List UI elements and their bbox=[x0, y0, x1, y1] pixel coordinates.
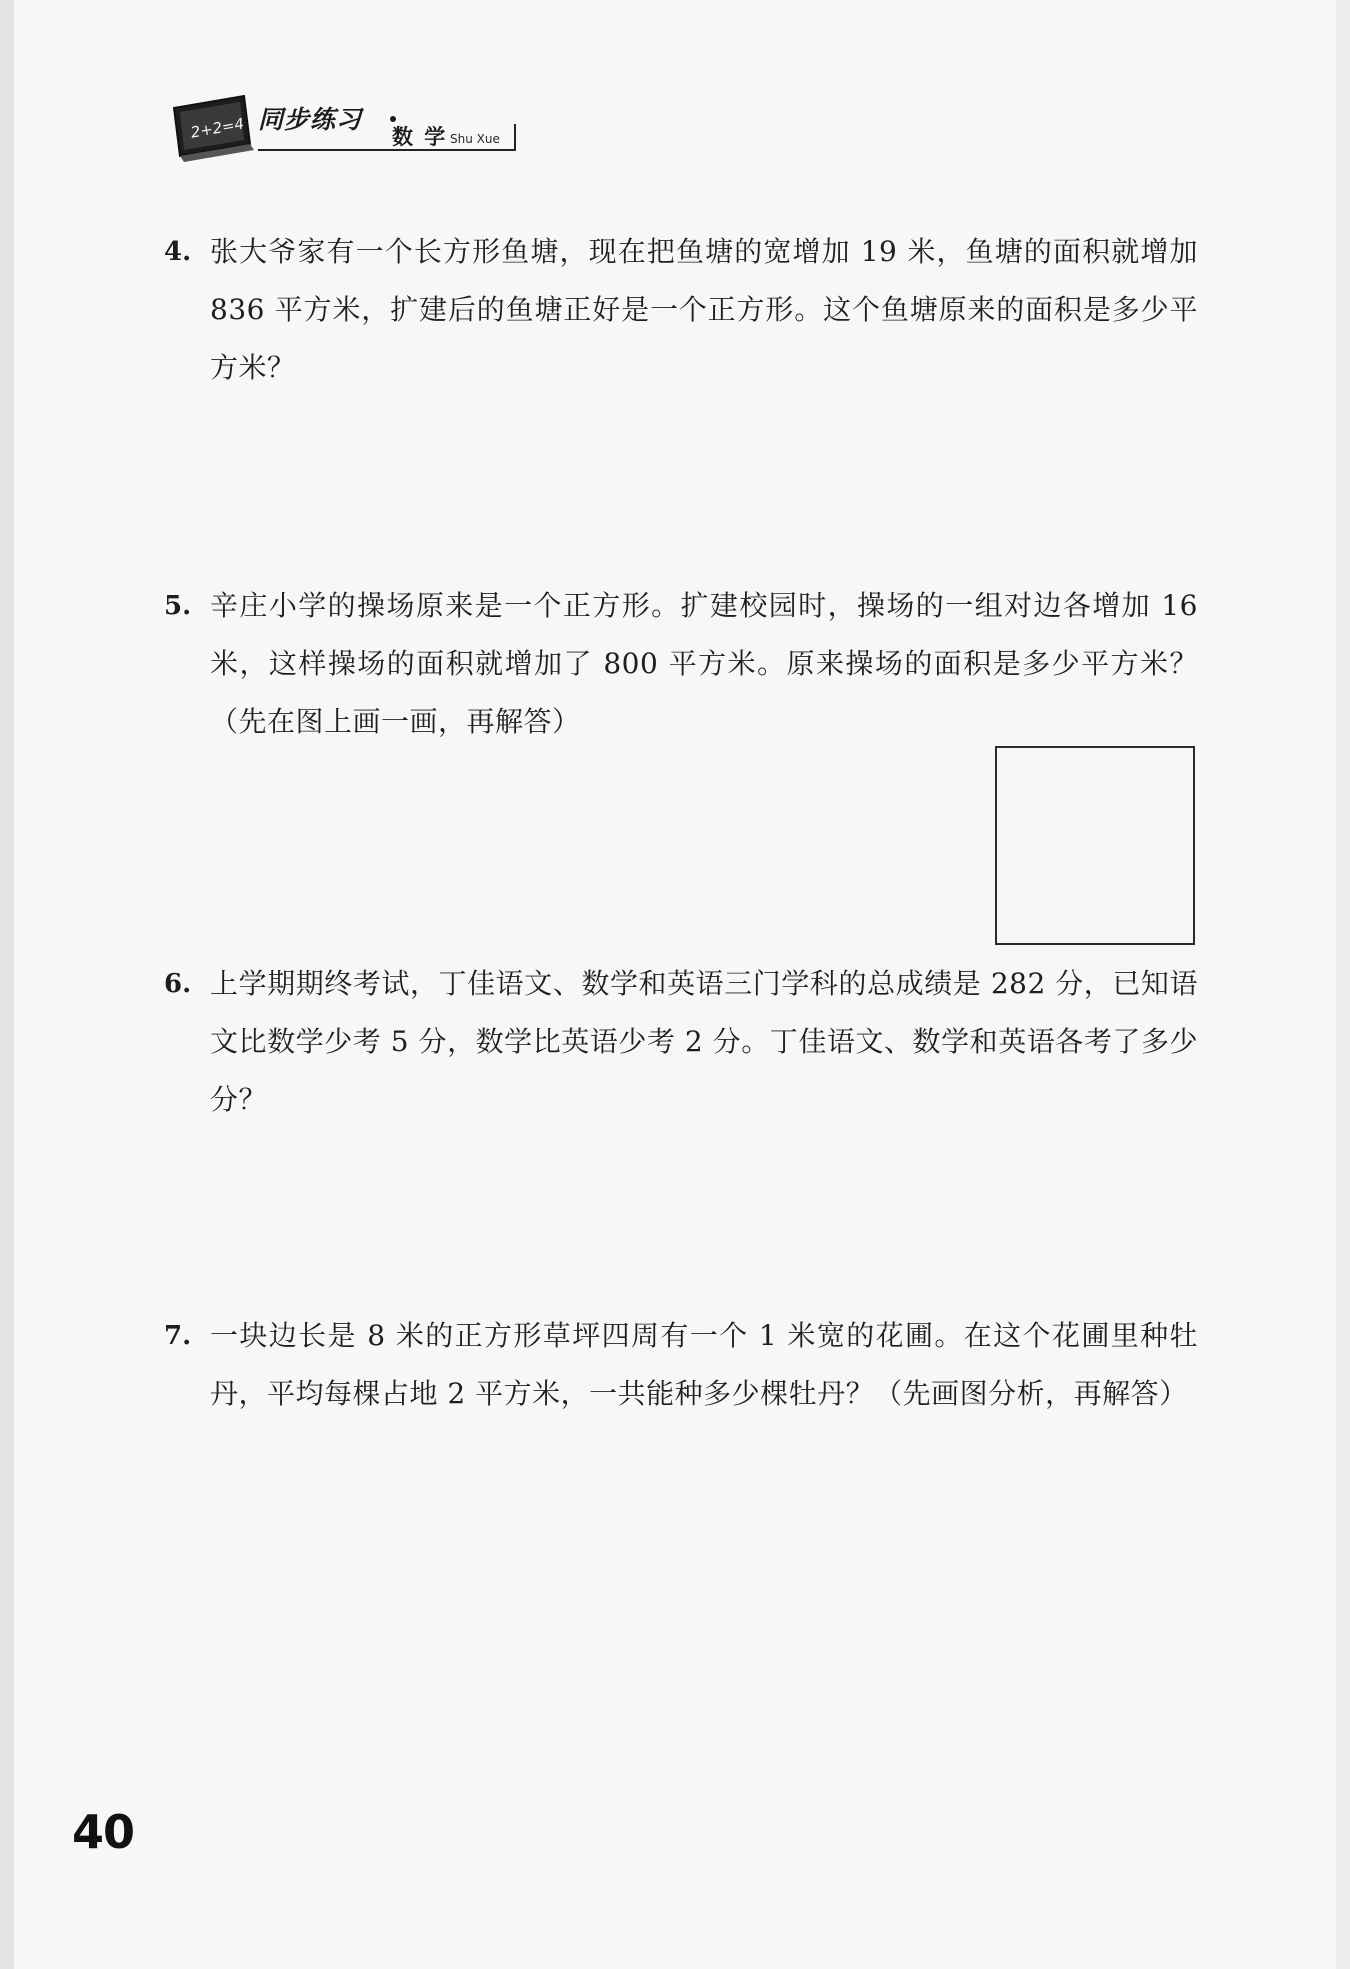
subject-pinyin: Shu Xue bbox=[450, 132, 500, 146]
logo-board-text: 2+2=4 bbox=[189, 114, 246, 142]
problem-text: 上学期期终考试，丁佳语文、数学和英语三门学科的总成绩是 282 分，已知语文比数学少考 5 分，数学比英语少考 2 分。丁佳语文、数学和英语各考了多少分？ bbox=[210, 967, 1198, 1116]
drawing-square-figure bbox=[995, 746, 1195, 945]
problem-number: 6. bbox=[164, 969, 192, 999]
problem-text: 一块边长是 8 米的正方形草坪四周有一个 1 米宽的花圃。在这个花圃里种牡丹，平均每棵占地 2 平方米，一共能种多少棵牡丹？（先画图分析，再解答） bbox=[210, 1319, 1198, 1410]
header-line-end bbox=[514, 124, 516, 151]
problem-text: 辛庄小学的操场原来是一个正方形。扩建校园时，操场的一组对边各增加 16 米，这样操场的面积就增加了 800 平方米。原来操场的面积是多少平方米？（先在图上画一画，再解答） bbox=[210, 589, 1198, 738]
workbook-series-title: 同步练习 bbox=[258, 105, 363, 134]
problem-text: 张大爷家有一个长方形鱼塘，现在把鱼塘的宽增加 19 米，鱼塘的面积就增加 836 平方米，扩建后的鱼塘正好是一个正方形。这个鱼塘原来的面积是多少平方米？ bbox=[210, 235, 1198, 384]
workbook-header bbox=[162, 86, 522, 176]
problem-number: 7. bbox=[164, 1321, 192, 1351]
chalkboard-logo-icon bbox=[170, 92, 256, 162]
page-number: 40 bbox=[72, 1805, 135, 1859]
subject-label: 数 学 bbox=[392, 125, 448, 149]
problem-number: 4. bbox=[164, 237, 192, 267]
problem-number: 5. bbox=[164, 591, 192, 621]
header-underline bbox=[258, 149, 516, 151]
